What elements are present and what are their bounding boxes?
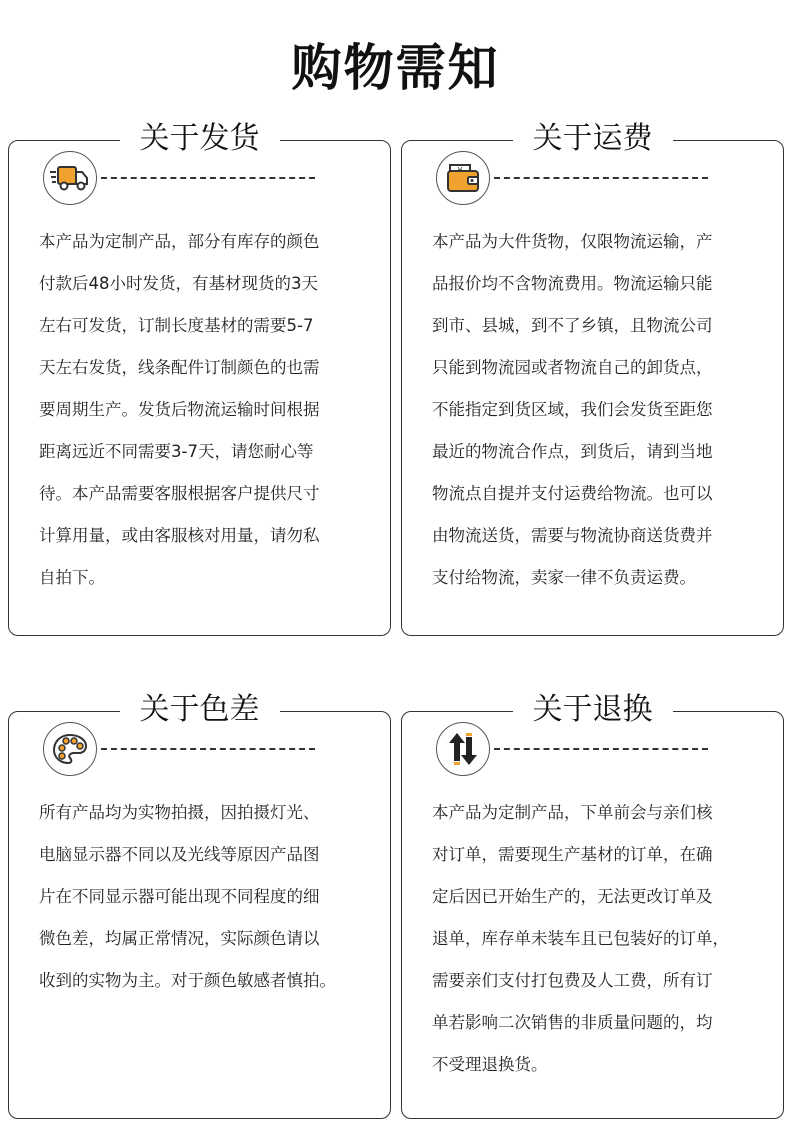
- freight-title: 关于运费: [513, 119, 673, 159]
- color-title: 关于色差: [120, 690, 280, 730]
- exchange-arrows-icon: [436, 722, 490, 776]
- wallet-icon: [436, 151, 490, 205]
- freight-card: [401, 121, 784, 636]
- shipping-card: [8, 121, 391, 636]
- divider: [101, 748, 315, 750]
- freight-text: 本产品为大件货物，仅限物流运输，产 品报价均不含物流费用。物流运输只能 到市、县城，到不了乡镇，且物流公司 只能到物流园或者物流自己的卸货点， 不能指定到货区域，我们会发货至距您 最近的物流合作点，到货后，请到当地 物流点自提并支付运费给物流。也可以 由物流送货，需要与物流协商送货费并 支付给物流，卖家一律不负责运费。: [432, 232, 713, 587]
- shipping-title: 关于发货: [120, 119, 280, 159]
- shipping-text: 本产品为定制产品，部分有库存的颜色 付款后48小时发货，有基材现货的3天 左右可发货，订制长度基材的需要5-7 天左右发货，线条配件订制颜色的也需 要周期生产。发货后物流运输时间根据 距离远近不同需要3-7天，请您耐心等 待。本产品需要客服根据客户提供尺寸 计算用量，或由客服核对用量，请勿私 自拍下。: [39, 232, 320, 587]
- divider: [101, 177, 315, 179]
- returns-text: 本产品为定制产品，下单前会与亲们核 对订单，需要现生产基材的订单，在确 定后因已开始生产的，无法更改订单及 退单，库存单未装车且已包装好的订单， 需要亲们支付打包费及人工费，所有订 单若影响二次销售的非质量问题的，均 不受理退换货。: [432, 803, 729, 1074]
- returns-title: 关于退换: [513, 690, 673, 730]
- color-card: [8, 692, 391, 1119]
- palette-icon: [43, 722, 97, 776]
- page-title: 购物需知: [291, 39, 500, 97]
- returns-card: [401, 692, 784, 1119]
- color-text: 所有产品均为实物拍摄，因拍摄灯光、 电脑显示器不同以及光线等原因产品图 片在不同显示器可能出现不同程度的细 微色差，均属正常情况，实际颜色请以 收到的实物为主。对于颜色敏感者慎拍。: [39, 803, 336, 990]
- divider: [494, 177, 708, 179]
- divider: [494, 748, 708, 750]
- delivery-truck-icon: [43, 151, 97, 205]
